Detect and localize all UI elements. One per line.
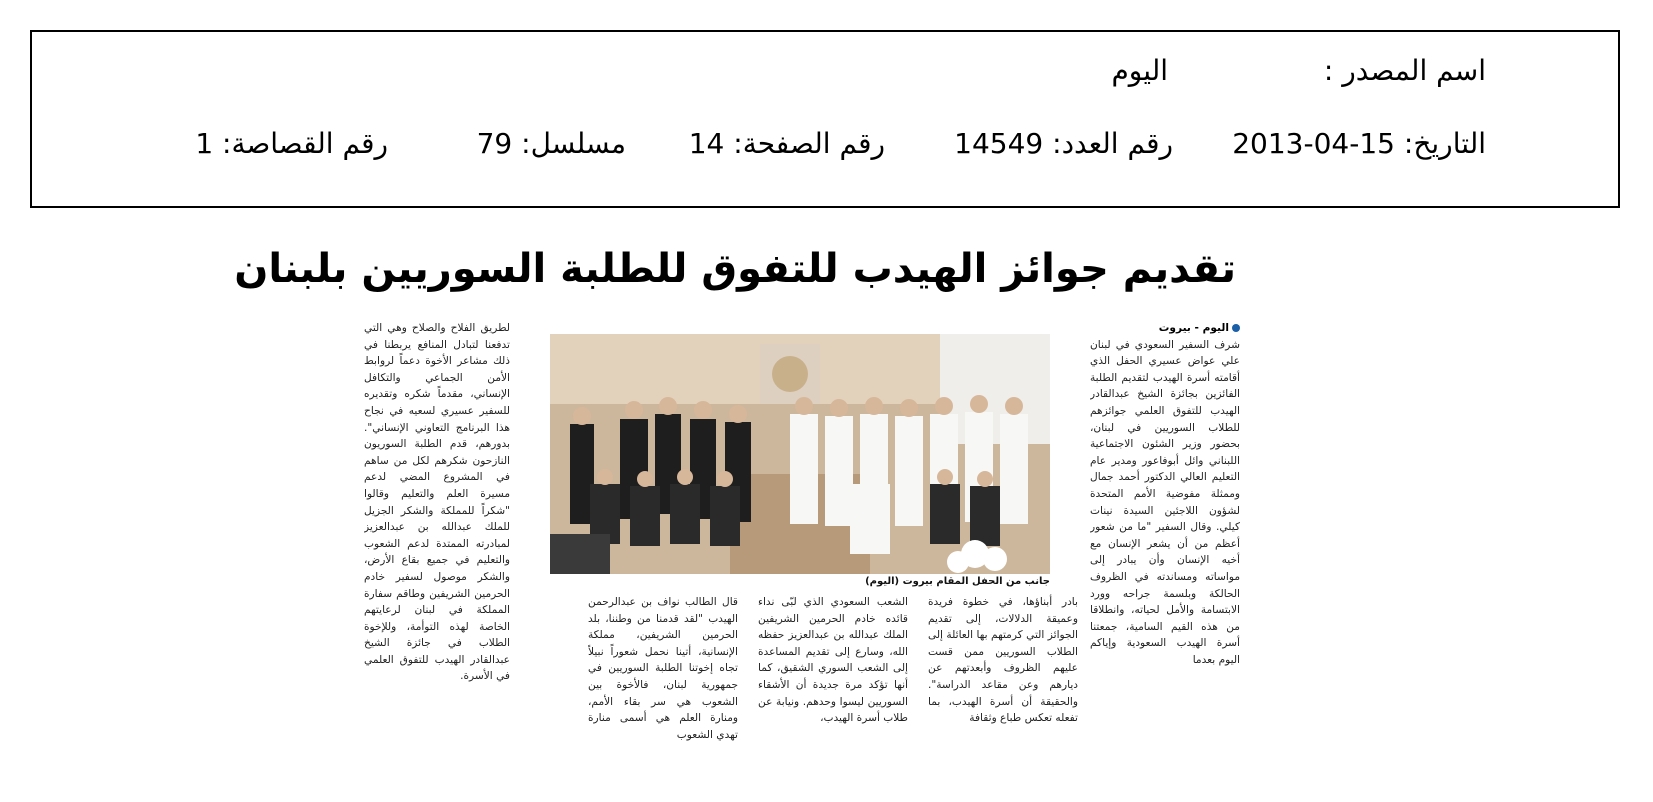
article-column-2: بادر أبناؤها، في خطوة فريدة وعميقة الدلالات، إلى تقديم الجوائز التي كرمتهم بها العائلة إلى الطلاب السوريين ممن قست عليهم الظروف وأبعدتهم عن ديارهم وعن مقاعد الدراسة". والحقيقة أن أسرة الهيدب، بما تفعله تعكس طباع وثقافة — [928, 596, 1078, 725]
source-label: اسم المصدر : — [1323, 54, 1486, 87]
serial-field: مسلسل: 79 — [476, 127, 626, 160]
article-photo — [550, 334, 1050, 574]
article-headline: تقديم جوائز الهيدب للتفوق للطلبة السوريين بلبنان — [234, 246, 1236, 292]
newspaper-clipping — [234, 238, 1246, 783]
bullet-dot-icon — [1232, 324, 1240, 332]
article-dateline: اليوم - بيروت — [1090, 320, 1240, 337]
article-column-5: لطريق الفلاح والصلاح وهي التي تدفعنا لتبادل المنافع يربطنا في ذلك مشاعر الأخوة دعماً لروابط الأمن الجماعي والتكافل الإنساني، مقدماً شكره وتقديره للسفير عسيري لسعيه في نجاح هذا البرنامج التعاوني الإنساني". بدورهم، قدم الطلبة السوريون النازحون شكرهم لكل من ساهم في المشروع المضي لدعم مسيرة العلم والتعليم وقالوا "شكراً للمملكة والشكر الجزيل للملك عبدالله بن عبدالعزيز لمبادرته الممتدة لدعم الشعوب والتعليم في جميع بقاع الأرض، والشكر موصول لسفير خادم الحرمين الشريفين وطاقم سفارة المملكة في لبنان لرعايتهم الخاصة لهذه التوأمة، وللإخوة الطلاب في جائزة الشيخ عبدالقادر الهيدب للتفوق العلمي في الأسرة. — [364, 322, 510, 683]
clip-number-field: رقم القصاصة: 1 — [195, 127, 388, 160]
source-value: اليوم — [1111, 54, 1168, 87]
column-1-text: شرف السفير السعودي في لبنان علي عواض عسيري الحفل الذي أقامته أسرة الهيدب لتقديم الطلبة الفائزين بجائزة الشيخ عبدالقادر الهيدب للتفوق العلمي جوائزهم للطلاب السوريين في لبنان، بحضور وزير الشئون الاجتماعية اللبناني وائل أبوفاعور ومدير عام التعليم العالي الدكتور أحمد جمال وممثلة مفوضية الأمم المتحدة لشؤون اللاجئين السيدة نينات كيلي. وقال السفير "ما من شعور أعظم من أن يشعر الإنسان مع أخيه الإنسان وأن يبادر إلى مواساته ومساندته في الظروف الحالكة وبلسمة جراحه وورد الابتسامة والأمل لحياته، وانطلاقا من هذه القيم السامية، جمعتنا أسرة الهيدب السعودية وإياكم اليوم بعدما — [1090, 338, 1240, 666]
article-column-3: الشعب السعودي الذي لبّى نداء قائده خادم الحرمين الشريفين الملك عبدالله بن عبدالعزيز حفظه الله، وسارع إلى تقديم المساعدة إلى الشعب السوري الشقيق، كما أنها تؤكد مرة جديدة أن الأشقاء السوريين ليسوا وحدهم. ونيابة عن طلاب أسرة الهيدب، — [758, 596, 908, 725]
date-field: التاريخ: 15-04-2013 — [1232, 127, 1486, 160]
issue-field: رقم العدد: 14549 — [954, 127, 1173, 160]
page-field: رقم الصفحة: 14 — [688, 127, 885, 160]
article-column-4: قال الطالب نواف بن عبدالرحمن الهيدب "لقد قدمنا من وطننا، بلد الحرمين الشريفين، مملكة الإنسانية، أتينا نحمل شعوراً نبيلاً تجاه إخوتنا الطلبة السوريين في جمهورية لبنان، فالأخوة بين الشعوب هي سر بقاء الأمم، ومنارة العلم هي أسمى منارة تهدي الشعوب — [588, 596, 738, 741]
article-column-1 — [1090, 320, 1240, 776]
photo-caption: جانب من الحفل المقام بيروت (اليوم) — [865, 576, 1050, 587]
source-info-box — [30, 30, 1620, 208]
